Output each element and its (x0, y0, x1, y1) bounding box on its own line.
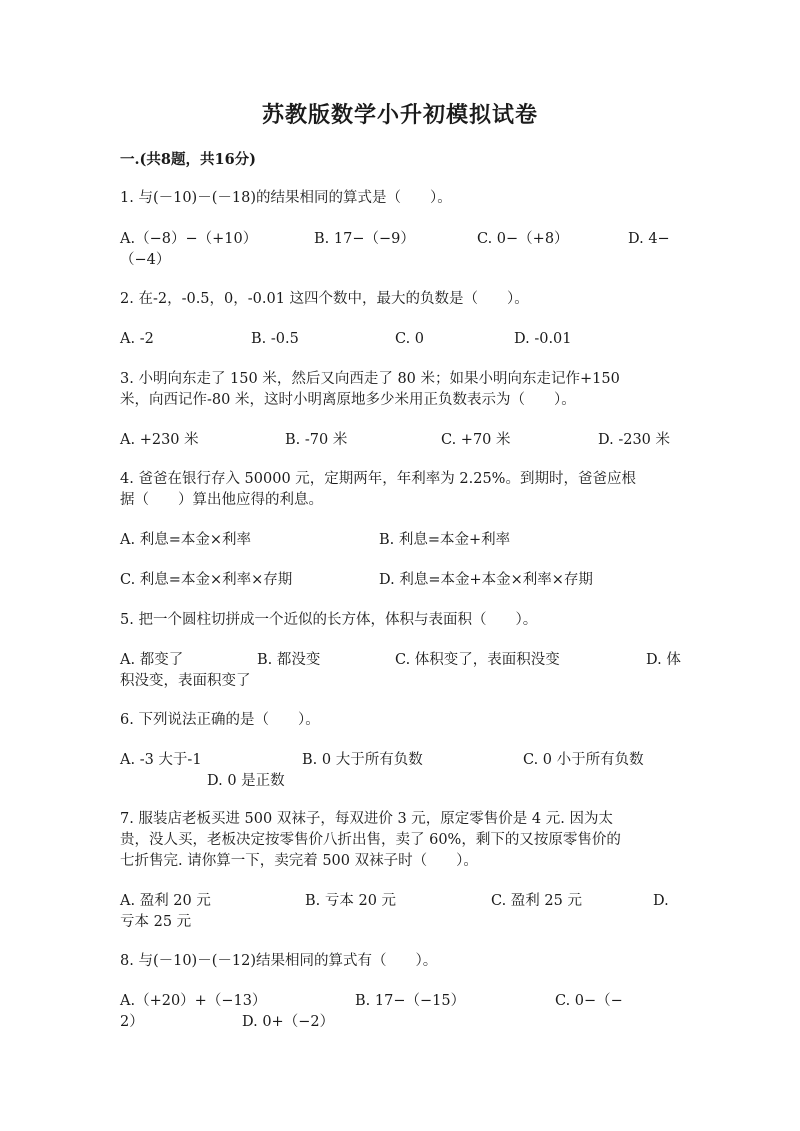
question-3-stem-line-2: 米，向西记作-80 米，这时小明离原地多少米用正负数表示为（ ）。 (120, 392, 576, 408)
question-8-option-a[interactable]: A.（+20）+（−13） (120, 993, 267, 1009)
question-3-option-c[interactable]: C. +70 米 (441, 432, 511, 448)
question-2-option-d[interactable]: D. -0.01 (514, 331, 572, 347)
question-2-stem: 2. 在-2，-0.5，0，-0.01 这四个数中，最大的负数是（ ）。 (120, 291, 529, 307)
question-4-option-b[interactable]: B. 利息=本金+利率 (379, 532, 511, 548)
question-3-option-d[interactable]: D. -230 米 (598, 432, 671, 448)
question-4-option-c[interactable]: C. 利息=本金×利率×存期 (120, 572, 293, 588)
question-7-stem-line-2: 贵，没人买，老板决定按零售价八折出售，卖了 60%，剩下的又按原零售价的 (120, 832, 621, 848)
question-2-option-c[interactable]: C. 0 (395, 331, 425, 347)
question-5-option-d[interactable]: D. 体 (646, 652, 681, 668)
question-1-option-d-continued: （−4） (120, 252, 171, 268)
question-8-option-c[interactable]: C. 0−（− (555, 993, 623, 1009)
page-title: 苏教版数学小升初模拟试卷 (261, 102, 538, 128)
question-7-option-b[interactable]: B. 亏本 20 元 (305, 893, 397, 909)
question-7-stem-line-1: 7. 服装店老板买进 500 双袜子，每双进价 3 元，原定零售价是 4 元. 因为太 (120, 811, 613, 827)
question-4-option-a[interactable]: A. 利息=本金×利率 (120, 532, 251, 548)
question-8-option-b[interactable]: B. 17−（−15） (355, 993, 466, 1009)
question-3-option-b[interactable]: B. -70 米 (285, 432, 348, 448)
question-6-option-d[interactable]: D. 0 是正数 (207, 773, 285, 789)
question-1-stem: 1. 与(－10)－(－18)的结果相同的算式是（ ）。 (120, 190, 452, 206)
question-1-option-a[interactable]: A.（−8）−（+10） (120, 231, 258, 247)
question-2-option-b[interactable]: B. -0.5 (251, 331, 299, 347)
question-5-stem: 5. 把一个圆柱切拼成一个近似的长方体，体积与表面积（ ）。 (120, 612, 538, 628)
question-3-option-a[interactable]: A. +230 米 (120, 432, 199, 448)
section-header: 一.(共8题，共16分) (120, 151, 257, 168)
question-8-stem: 8. 与(－10)－(－12)结果相同的算式有（ ）。 (120, 953, 438, 969)
question-8-option-d[interactable]: D. 0+（−2） (242, 1014, 335, 1030)
question-5-option-b[interactable]: B. 都没变 (257, 652, 321, 668)
question-5-option-a[interactable]: A. 都变了 (120, 652, 184, 668)
question-1-option-b[interactable]: B. 17−（−9） (314, 231, 415, 247)
question-6-option-a[interactable]: A. -3 大于-1 (120, 752, 202, 768)
question-3-stem-line-1: 3. 小明向东走了 150 米，然后又向西走了 80 米；如果小明向东走记作+150 (120, 371, 620, 387)
question-7-option-d-continued: 亏本 25 元 (120, 914, 192, 930)
question-4-option-d[interactable]: D. 利息=本金+本金×利率×存期 (379, 572, 593, 588)
question-5-option-c[interactable]: C. 体积变了，表面积没变 (395, 652, 560, 668)
question-2-option-a[interactable]: A. -2 (120, 331, 154, 347)
question-8-option-c-continued: 2） (120, 1014, 144, 1030)
question-6-option-c[interactable]: C. 0 小于所有负数 (523, 752, 644, 768)
question-7-stem-line-3: 七折售完. 请你算一下，卖完着 500 双袜子时（ ）。 (120, 853, 478, 869)
question-7-option-d[interactable]: D. (653, 893, 669, 909)
question-1-option-c[interactable]: C. 0−（+8） (477, 231, 569, 247)
question-5-option-d-continued: 积没变，表面积变了 (120, 673, 251, 689)
question-7-option-a[interactable]: A. 盈利 20 元 (120, 893, 211, 909)
question-6-option-b[interactable]: B. 0 大于所有负数 (302, 752, 423, 768)
question-4-stem-line-1: 4. 爸爸在银行存入 50000 元，定期两年，年利率为 2.25%。到期时，爸爸应根 (120, 471, 636, 487)
question-4-stem-line-2: 据（ ）算出他应得的利息。 (120, 492, 323, 508)
question-7-option-c[interactable]: C. 盈利 25 元 (491, 893, 582, 909)
question-1-option-d[interactable]: D. 4− (628, 231, 670, 247)
question-6-stem: 6. 下列说法正确的是（ ）。 (120, 712, 320, 728)
